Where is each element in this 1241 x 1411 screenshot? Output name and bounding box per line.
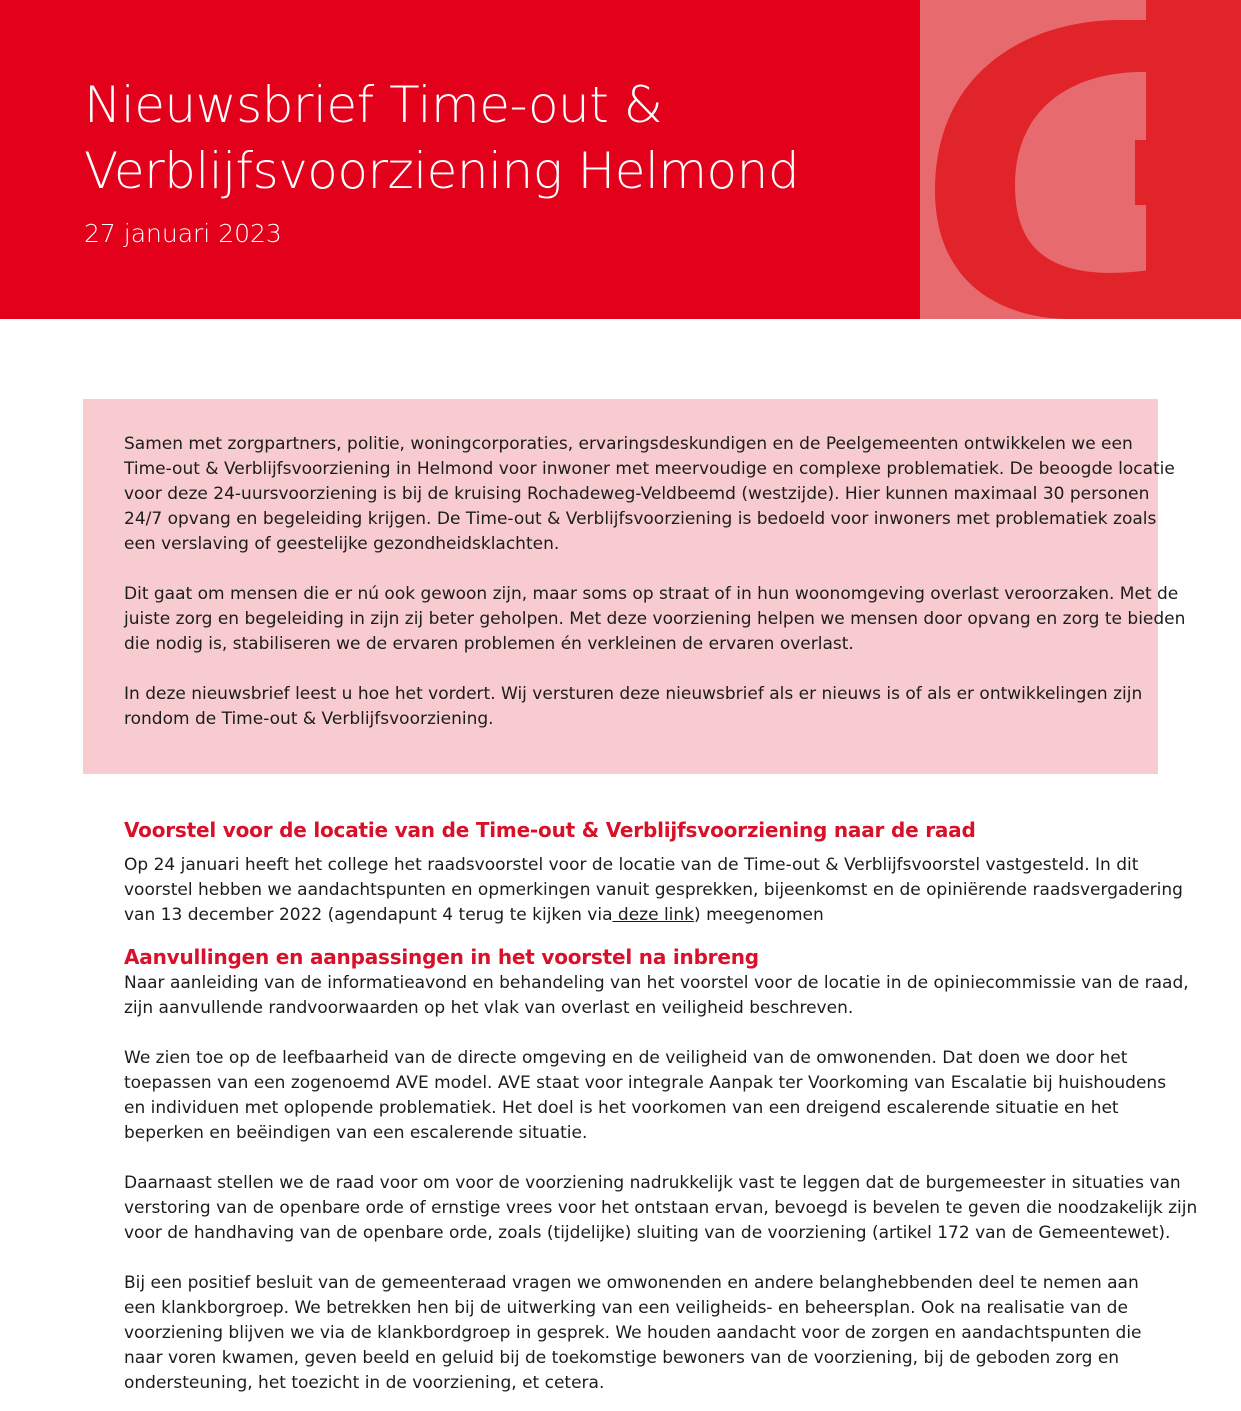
text-fragment: ) meegenomen	[694, 905, 824, 925]
text-line: We zien toe op de leefbaarheid van de directe omgeving en de veiligheid van de omwonenden. Dat doen we door het	[124, 1048, 1128, 1068]
intro-box	[83, 399, 1186, 774]
paragraph-gap	[124, 657, 1124, 682]
text-line: en individuen met oplopende problematiek. Het doel is het voorkomen van een dreigend escalerende situatie en het	[124, 1098, 1119, 1118]
paragraph-gap	[124, 1246, 1134, 1271]
publication-date: 27 januari 2023	[84, 219, 282, 248]
section-2-paragraph-2	[124, 1046, 1167, 1146]
text-line: ondersteuning, het toezicht in de voorziening, et cetera.	[124, 1373, 605, 1393]
text-line: voor deze 24-uursvoorziening is bij de kruising Rochadeweg-Veldbeemd (westzijde). Hier kunnen maximaal 30 personen	[124, 484, 1150, 504]
section-2-heading: Aanvullingen en aanpassingen in het voorstel na inbreng	[124, 945, 759, 969]
text-line: voorziening blijven we via de klankbordgroep in gesprek. We houden aandacht voor de zorgen en aandachtspunten die	[124, 1323, 1142, 1343]
intro-paragraph-2	[124, 582, 1186, 657]
gemeente-helmond-logo-icon	[920, 0, 1241, 319]
text-line: rondom de Time-out & Verblijfsvoorziening.	[124, 709, 494, 729]
article-content	[124, 816, 1198, 1396]
text-line: voorstel hebben we aandachtspunten en opmerkingen vanuit gesprekken, bijeenkomst en de opiniërende raadsvergadering	[124, 880, 1183, 900]
text-line: voor de handhaving van de openbare orde, zoals (tijdelijke) sluiting van de voorziening (artikel 172 van de Gemeentewet).	[124, 1223, 1171, 1243]
text-line: een verslaving of geestelijke gezondheidsklachten.	[124, 534, 560, 554]
text-line: een klankborgroep. We betrekken hen bij de uitwerking van een veiligheids- en beheersplan. Ook na realisatie van de	[124, 1298, 1128, 1318]
deze-link[interactable]: deze link	[612, 905, 695, 925]
text-line: Samen met zorgpartners, politie, woningcorporaties, ervaringsdeskundigen en de Peelgemeenten ontwikkelen we een	[124, 434, 1133, 454]
text-line: Dit gaat om mensen die er nú ook gewoon zijn, maar soms op straat of in hun woonomgeving overlast veroorzaken. Met de	[124, 584, 1179, 604]
text-line: Op 24 januari heeft het college het raadsvoorstel voor de locatie van de Time-out & Verblijfsvoorstel vastgesteld. In dit	[124, 855, 1139, 875]
text-line: die nodig is, stabiliseren we de ervaren problemen én verkleinen de ervaren overlast.	[124, 634, 854, 654]
section-1-paragraph	[124, 853, 1183, 928]
section-2-paragraph-3	[124, 1171, 1198, 1246]
text-line: zijn aanvullende randvoorwaarden op het vlak van overlast en veiligheid beschreven.	[124, 998, 854, 1018]
title-line-1: Nieuwsbrief Time-out &	[84, 76, 663, 134]
text-line-with-link	[124, 903, 1134, 928]
section-2-paragraph-4	[124, 1271, 1142, 1396]
page-title	[84, 72, 904, 204]
text-line: beperken en beëindigen van een escalerende situatie.	[124, 1123, 588, 1143]
newsletter-header	[0, 0, 1241, 319]
text-line: juiste zorg en begeleiding in zijn zij beter geholpen. Met deze voorziening helpen we mensen door opvang en zorg te bieden	[124, 609, 1186, 629]
paragraph-gap	[124, 1146, 1134, 1171]
title-line-2: Verblijfsvoorziening Helmond	[84, 142, 800, 200]
text-line: Daarnaast stellen we de raad voor om voor de voorziening nadrukkelijk vast te leggen dat de burgemeester in situaties van	[124, 1173, 1181, 1193]
text-line: Naar aanleiding van de informatieavond en behandeling van het voorstel voor de locatie in de opiniecommissie van de raad,	[124, 973, 1189, 993]
text-line: verstoring van de openbare orde of ernstige vrees voor het ontstaan ervan, bevoegd is bevelen te geven die noodzakelijk zijn	[124, 1198, 1198, 1218]
text-line: toepassen van een zogenoemd AVE model. AVE staat voor integrale Aanpak ter Voorkoming van Escalatie bij huishoudens	[124, 1073, 1167, 1093]
paragraph-gap	[124, 1021, 1134, 1046]
section-1-heading: Voorstel voor de locatie van de Time-out & Verblijfsvoorziening naar de raad	[124, 818, 976, 842]
text-fragment: van 13 december 2022 (agendapunt 4 terug te kijken via	[124, 905, 613, 925]
text-line: naar voren kwamen, geven beeld en geluid bij de toekomstige bewoners van de voorziening, bij de geboden zorg en	[124, 1348, 1120, 1368]
spacer	[124, 844, 1134, 853]
text-line: In deze nieuwsbrief leest u hoe het vordert. Wij versturen deze nieuwsbrief als er nieuws is of als er ontwikkelingen zijn	[124, 684, 1143, 704]
text-line: 24/7 opvang en begeleiding krijgen. De Time-out & Verblijfsvoorziening is bedoeld voor inwoners met problematiek zoals	[124, 509, 1157, 529]
paragraph-gap	[124, 557, 1124, 582]
intro-paragraph-1	[124, 432, 1175, 557]
intro-paragraph-3	[124, 682, 1143, 732]
spacer	[124, 928, 1134, 943]
text-line: Bij een positief besluit van de gemeenteraad vragen we omwonenden en andere belanghebbenden deel te nemen aan	[124, 1273, 1139, 1293]
section-2-paragraph-1	[124, 971, 1189, 1021]
text-line: Time-out & Verblijfsvoorziening in Helmond voor inwoner met meervoudige en complexe problematiek. De beoogde locatie	[124, 459, 1175, 479]
